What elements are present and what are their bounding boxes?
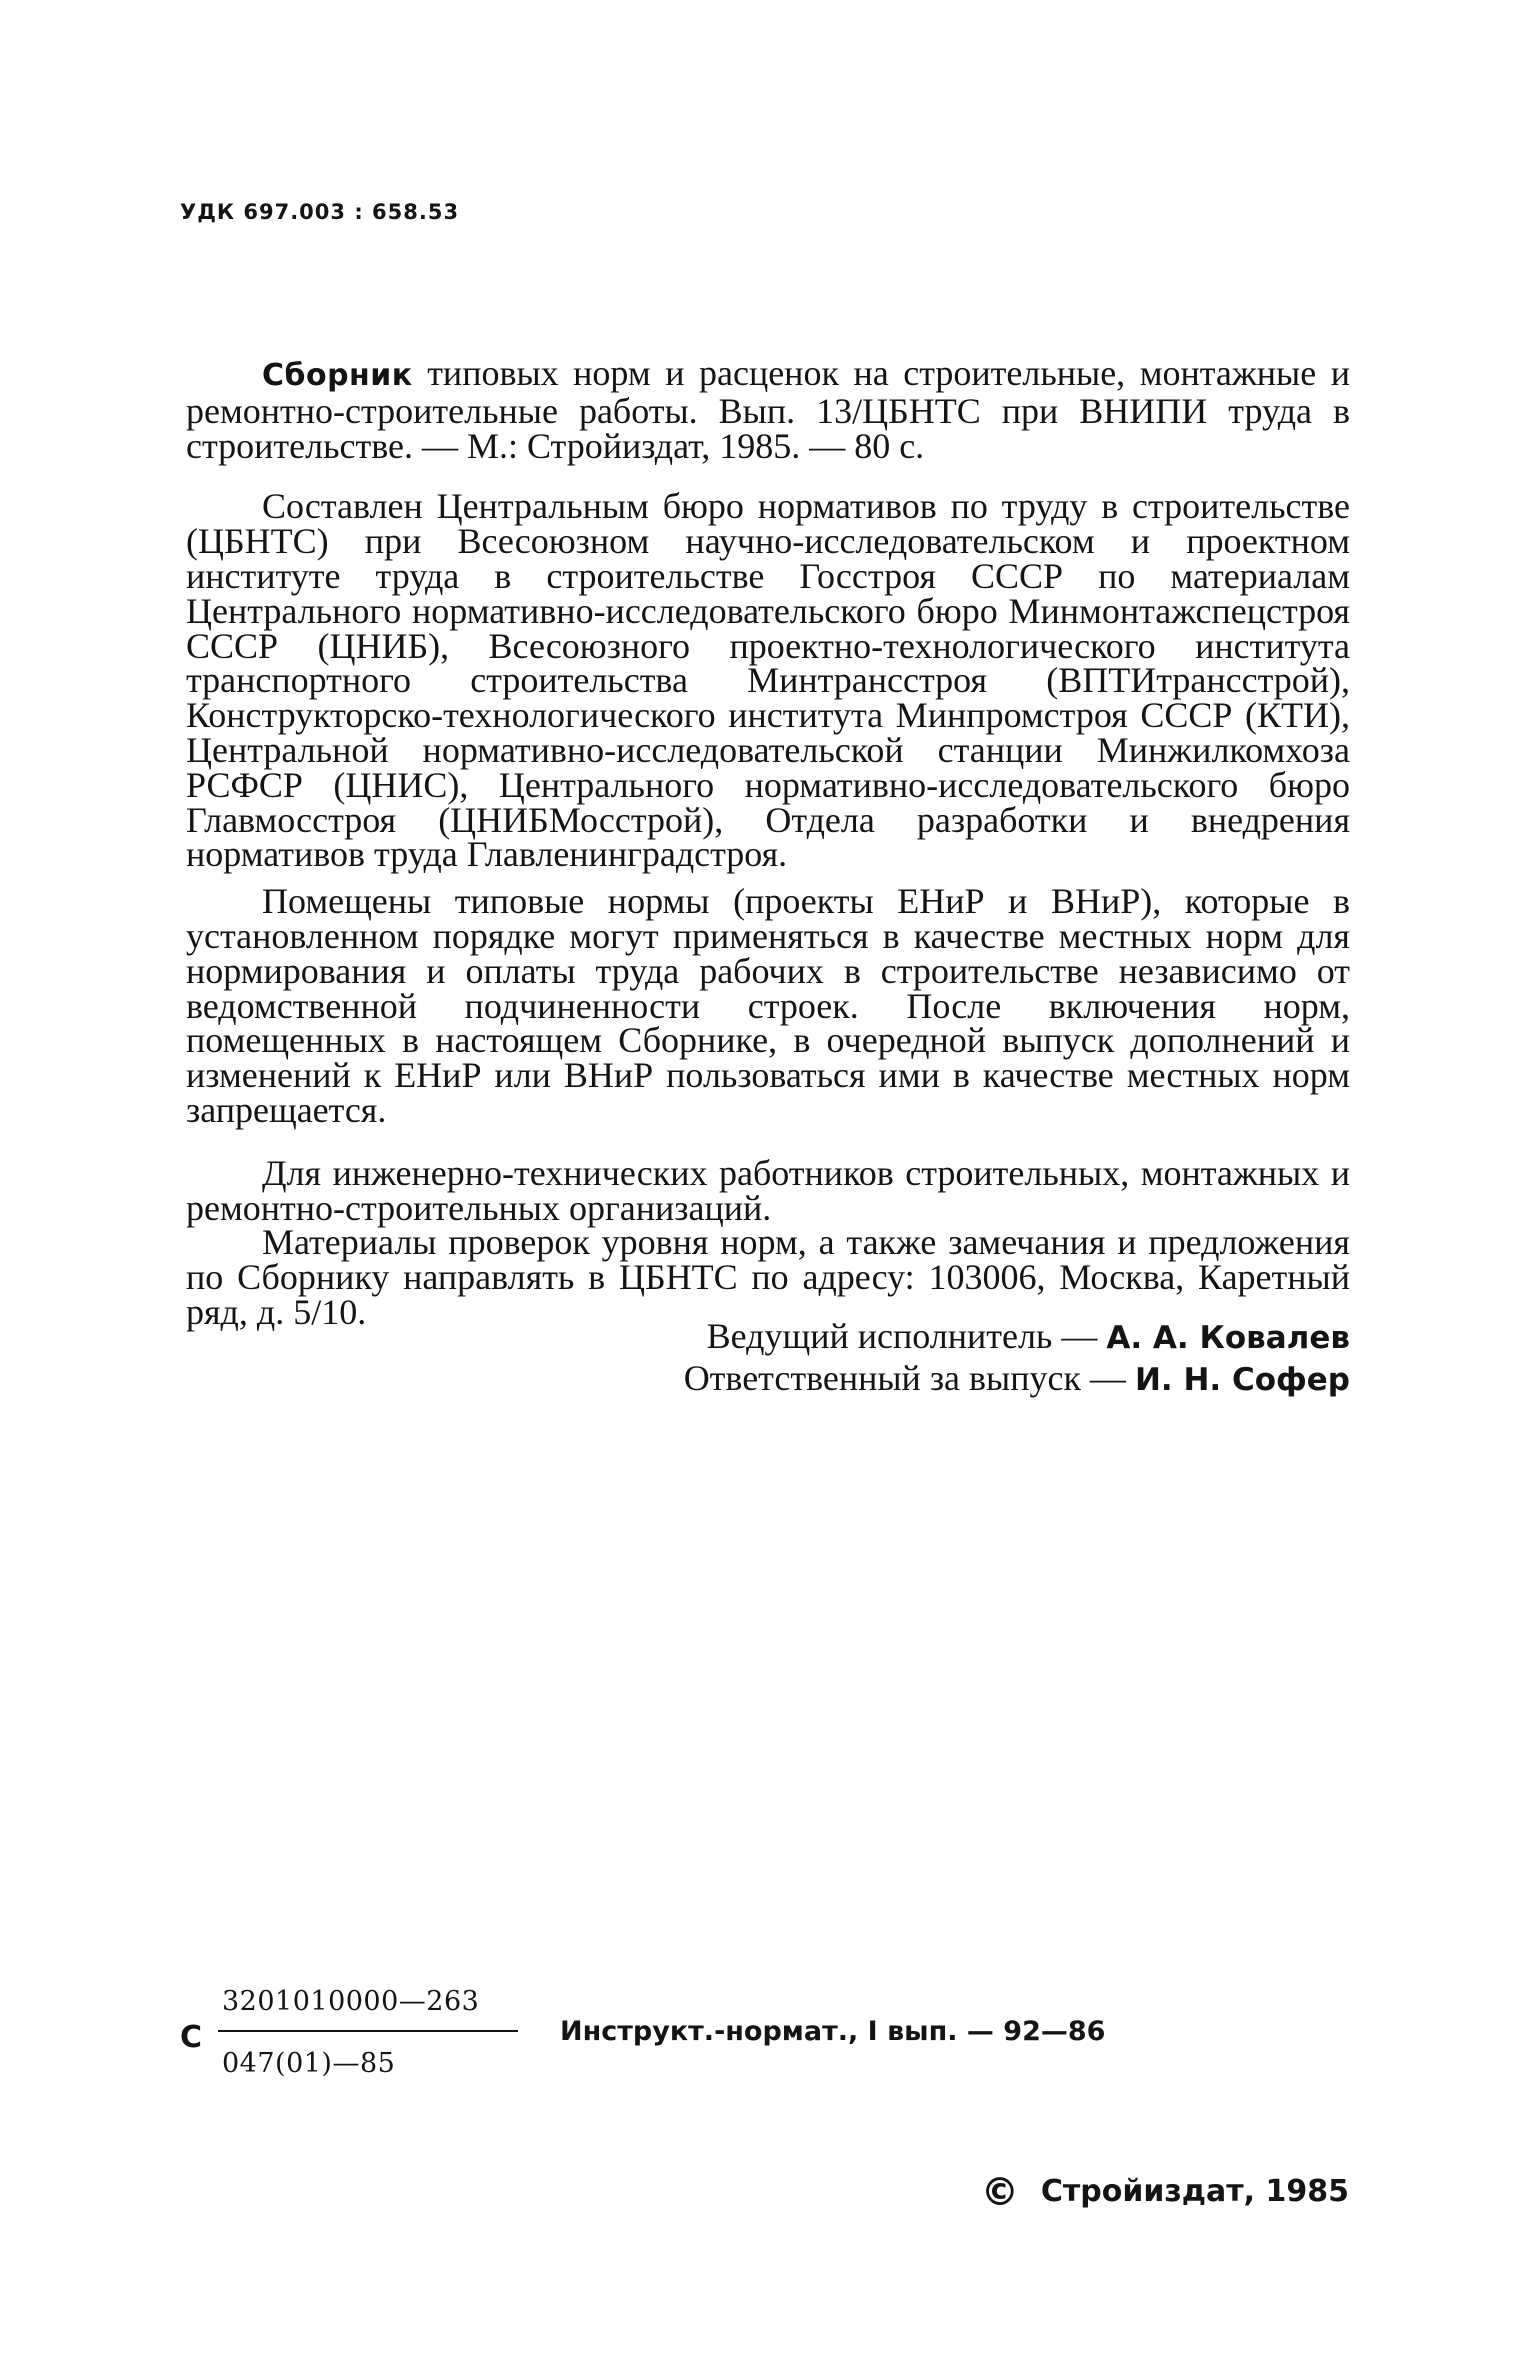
credit-responsible-label: Ответственный за выпуск — xyxy=(683,1358,1135,1398)
classification-tail: Инструкт.-нормат., I вып. — 92—86 xyxy=(560,2016,1106,2047)
main-text xyxy=(186,353,1350,1332)
udk-code: УДК 697.003 : 658.53 xyxy=(180,200,460,224)
bibliography-text: типовых норм и расценок на строительные, монтажные и ремонтно-строительные работы. Вып. 13/ЦБНТС при ВНИПИ труда в строительстве. — М.: Стройиздат, 1985. — 80 с. xyxy=(186,353,1350,466)
classification-letter: С xyxy=(180,2020,203,2055)
copyright-line xyxy=(981,2170,1349,2214)
classification-denominator: 047(01)—85 xyxy=(222,2048,396,2079)
credit-lead-label: Ведущий исполнитель — xyxy=(706,1316,1107,1356)
credit-responsible xyxy=(684,1358,1350,1400)
copyright-icon: © xyxy=(980,2170,1019,2214)
credit-lead-name: А. А. Ковалев xyxy=(1106,1320,1350,1356)
fraction-line xyxy=(218,2030,518,2032)
credit-lead xyxy=(684,1316,1350,1358)
credit-responsible-name: И. Н. Софер xyxy=(1134,1362,1350,1398)
bibliography-title: Сборник xyxy=(262,358,413,393)
copyright-text: Стройиздат, 1985 xyxy=(1040,2174,1349,2209)
bibliographic-entry xyxy=(186,353,1350,466)
paragraph-audience: Для инженерно-технических работников строительных, монтажных и ремонтно-строительных организаций. xyxy=(186,1152,1350,1228)
credits-block xyxy=(684,1316,1350,1400)
paragraph-compiled: Составлен Центральным бюро нормативов по труду в строительстве (ЦБНТС) при Всесоюзном научно-исследовательском и проектном институте труда в строительстве Госстроя СССР по материалам Центрального нормативно-исследовательского бюро Минмонтажспецстроя СССР (ЦНИБ), Всесоюзного проектно-технологического института транспортного строительства Минтрансстроя (ВПТИтрансстрой), Конструкторско-технологического института Минпромстроя СССР (КТИ), Центральной нормативно-исследовательской станции Минжилкомхоза РСФСР (ЦНИС), Центрального нормативно-исследовательского бюро Главмосстроя (ЦНИБМосстрой), Отдела разработки и внедрения нормативов труда Главленинградстроя. xyxy=(186,486,1350,875)
paragraph-feedback: Материалы проверок уровня норм, а также замечания и предложения по Сборнику направлять в ЦБНТС по адресу: 103006, Москва, Каретный ряд, д. 5/10. xyxy=(186,1222,1350,1332)
classification-numerator: 3201010000—263 xyxy=(222,1986,480,2017)
paragraph-placed: Помещены типовые нормы (проекты ЕНиР и ВНиР), которые в установленном порядке могут применяться в качестве местных норм для нормирования и оплаты труда рабочих в строительстве независимо от ведомственной подчиненности строек. После включения норм, помещенных в настоящем Сборнике, в очередной выпуск дополнений и изменений к ЕНиР или ВНиР пользоваться ими в качестве местных норм запрещается. xyxy=(186,881,1350,1130)
